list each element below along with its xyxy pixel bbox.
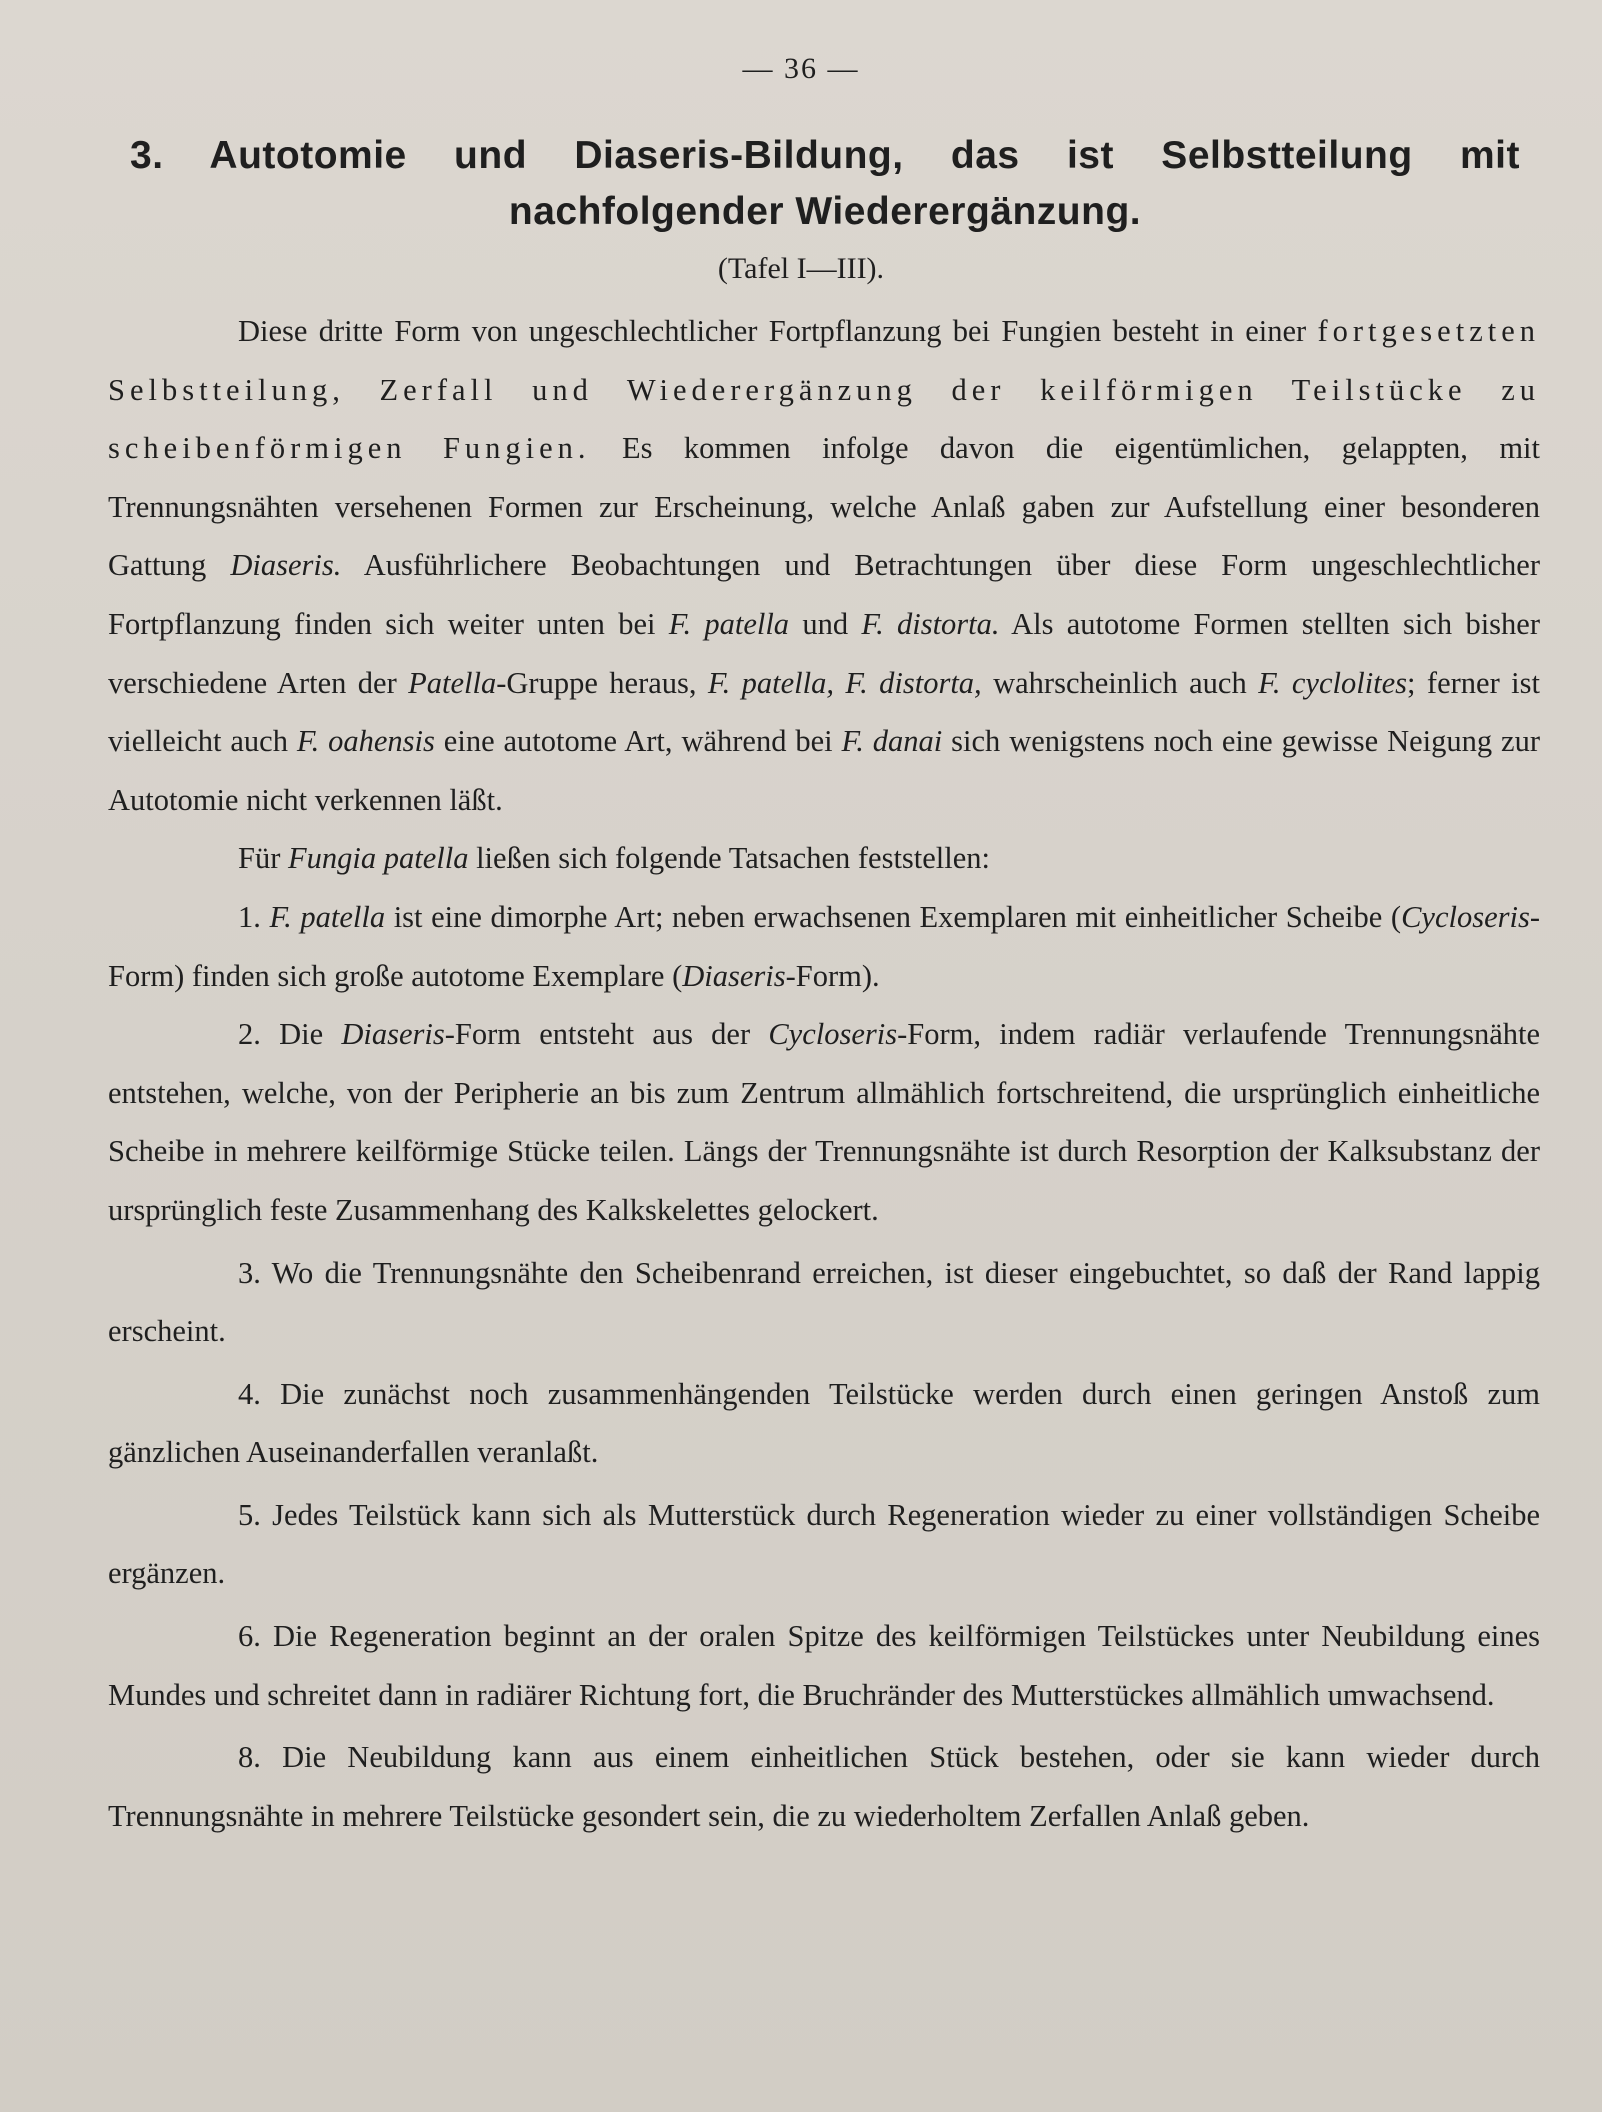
text-run: Es kommen infolge davon die eigentümlichen, gelappten, mit Trennungsnähten versehenen Formen zur Erscheinung, welche Anlaß gaben zur Aufstellung einer besonderen Gattung xyxy=(108,431,1540,583)
italic-term: F. distorta. xyxy=(861,606,1000,641)
italic-term: Diaseris xyxy=(682,958,786,993)
text-run: 1. xyxy=(238,899,270,934)
text-run: und xyxy=(789,606,862,641)
text-run: ; ferner ist vielleicht auch xyxy=(108,665,1540,759)
fact-item-2 xyxy=(108,1005,1540,1239)
fact-item-5: 5. Jedes Teilstück kann sich als Mutterstück durch Regeneration wieder zu einer vollständigen Scheibe ergänzen. xyxy=(108,1497,1540,1591)
italic-term: Cycloseris xyxy=(768,1017,898,1052)
text-run: wahrscheinlich auch xyxy=(981,665,1259,700)
text-run: -Form) finden sich große autotome Exemplare ( xyxy=(108,899,1540,993)
fact-item-1 xyxy=(108,888,1540,1005)
text-run: sich wenigstens noch eine gewisse Neigung zur Autotomie nicht verkennen läßt. xyxy=(108,724,1540,817)
fact-item-4: 4. Die zunächst noch zusammenhängenden Teilstücke werden durch einen geringen Anstoß zum gänzlichen Auseinanderfallen veranlaßt. xyxy=(108,1376,1540,1470)
italic-term: F. oahensis xyxy=(296,724,435,759)
text-run: Ausführlichere Beobachtungen und Betrachtungen über diese Form ungeschlechtlicher Fortpflanzung finden sich weiter unten bei xyxy=(108,548,1540,641)
text-run: 2. Die xyxy=(238,1017,342,1052)
italic-term: F. cyclolites xyxy=(1258,665,1408,700)
paragraph-facts-intro xyxy=(108,829,1540,888)
text-run: -Form). xyxy=(785,958,880,993)
italic-term: F. patella, F. distorta, xyxy=(707,665,982,700)
text-run: Diese dritte Form von ungeschlechtlicher Fortpflanzung bei Fungien besteht in einer xyxy=(238,314,1318,348)
fact-item-8: 8. Die Neubildung kann aus einem einheitlichen Stück bestehen, oder sie kann wieder durch Trennungsnähte in mehrere Teilstücke gesondert sein, die zu wiederholtem Zerfallen Anlaß geben. xyxy=(108,1740,1540,1833)
italic-term: Diaseris xyxy=(341,1017,445,1052)
fact-item-3: 3. Wo die Trennungsnähte den Scheibenrand erreichen, ist dieser eingebuchtet, so daß der Rand lappig erscheint. xyxy=(108,1255,1540,1349)
spaced-text-run: fortgesetzten Selbstteilung, Zerfall und Wiederergänzung der keilförmigen Teilstücke zu scheibenförmigen Fungien. xyxy=(108,314,1540,466)
text-run: -Gruppe heraus, xyxy=(496,665,708,700)
text-run: -Form, indem radiär verlaufende Trennungsnähte entstehen, welche, von der Peripherie an bis zum Zentrum allmählich fortschreitend, die ursprünglich einheitliche Scheibe in mehrere keilförmige Stücke teilen. Längs der Trennungsnähte ist durch Resorption der Kalksubstanz der ursprünglich feste Zusammenhang des Kalkskelettes gelockert. xyxy=(108,1017,1540,1227)
italic-term: Fungia patella xyxy=(288,841,469,876)
body-text xyxy=(108,302,1540,1845)
italic-term: Patella xyxy=(408,665,497,700)
text-run: -Form entsteht aus der xyxy=(444,1017,769,1052)
page-number: — 36 — xyxy=(742,52,860,85)
section-heading: 3. Autotomie und Diaseris-Bildung, das ist Selbstteilung mit nachfolgender Wiederergänzung. xyxy=(130,134,1520,233)
fact-item-6: 6. Die Regeneration beginnt an der oralen Spitze des keilförmigen Teilstückes unter Neubildung eines Mundes und schreitet dann in radiärer Richtung fort, die Bruchränder des Mutterstückes allmählich umwachsend. xyxy=(108,1619,1540,1712)
plate-reference: (Tafel I—III). xyxy=(717,252,885,285)
italic-term: F. danai xyxy=(841,724,943,759)
text-run: Als autotome Formen stellten sich bisher verschiedene Arten der xyxy=(108,606,1541,700)
italic-term: F. patella xyxy=(269,899,386,934)
paragraph-intro xyxy=(108,302,1540,829)
text-run: ließen sich folgende Tatsachen feststellen: xyxy=(468,841,991,876)
text-run: eine autotome Art, während bei xyxy=(434,724,842,759)
text-run: Für xyxy=(238,841,288,876)
italic-term: F. patella xyxy=(668,606,790,641)
text-run: ist eine dimorphe Art; neben erwachsenen Exemplaren mit einheitlicher Scheibe ( xyxy=(385,899,1402,934)
italic-term: Diaseris. xyxy=(230,548,342,583)
italic-term: Cycloseris xyxy=(1401,899,1530,934)
